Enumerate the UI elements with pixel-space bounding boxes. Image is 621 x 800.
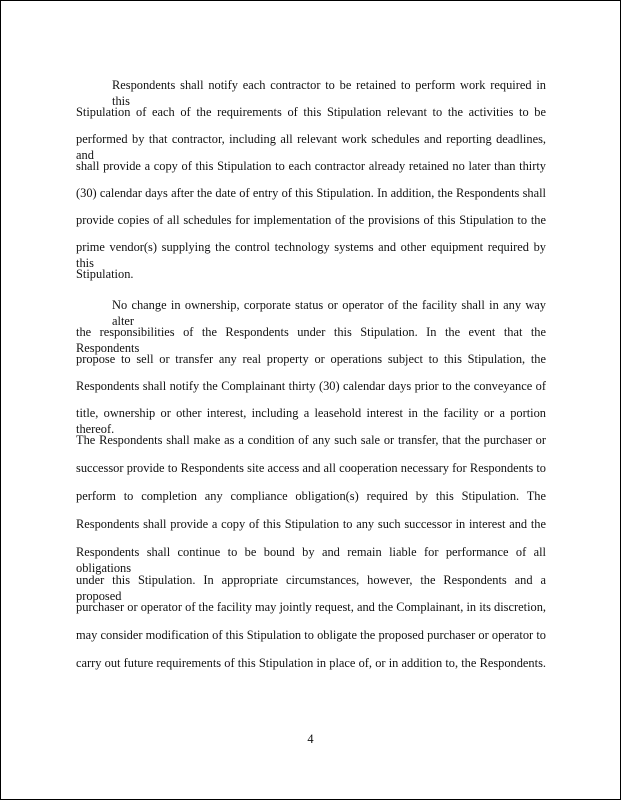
paragraph-2-line-5: title, ownership or other interest, including a leasehold interest in the facility or a portion thereof. <box>76 406 546 436</box>
paragraph-1-line-3: performed by that contractor, including all relevant work schedules and reporting deadlines, and <box>76 132 546 162</box>
paragraph-2-line-7: successor provide to Respondents site access and all cooperation necessary for Respondents to <box>76 461 546 475</box>
paragraph-2-line-3: propose to sell or transfer any real property or operations subject to this Stipulation, the <box>76 352 546 366</box>
paragraph-2-line-8: perform to completion any compliance obligation(s) required by this Stipulation. The <box>76 489 546 503</box>
paragraph-2-line-12: purchaser or operator of the facility may jointly request, and the Complainant, in its discretion, <box>76 600 546 614</box>
paragraph-2-line-14: carry out future requirements of this Stipulation in place of, or in addition to, the Respondents. <box>76 656 546 670</box>
paragraph-2-line-11: under this Stipulation. In appropriate circumstances, however, the Respondents and a proposed <box>76 573 546 603</box>
paragraph-2-line-13: may consider modification of this Stipulation to obligate the proposed purchaser or operator to <box>76 628 546 642</box>
paragraph-1-line-2: Stipulation of each of the requirements of this Stipulation relevant to the activities to be <box>76 105 546 119</box>
paragraph-2-line-9: Respondents shall provide a copy of this Stipulation to any such successor in interest and the <box>76 517 546 531</box>
paragraph-2-line-4: Respondents shall notify the Complainant thirty (30) calendar days prior to the conveyance of <box>76 379 546 393</box>
paragraph-1-line-6: provide copies of all schedules for implementation of the provisions of this Stipulation to the <box>76 213 546 227</box>
paragraph-2-line-10: Respondents shall continue to be bound by and remain liable for performance of all obligations <box>76 545 546 575</box>
paragraph-1-line-5: (30) calendar days after the date of entry of this Stipulation. In addition, the Respondents shall <box>76 186 546 200</box>
paragraph-1-line-8: Stipulation. <box>76 267 134 281</box>
paragraph-2-line-2: the responsibilities of the Respondents under this Stipulation. In the event that the Respondents <box>76 325 546 355</box>
page-number: 4 <box>307 732 314 746</box>
paragraph-2-line-6: The Respondents shall make as a condition of any such sale or transfer, that the purchaser or <box>76 433 546 447</box>
paragraph-2-line-1: No change in ownership, corporate status or operator of the facility shall in any way alter <box>112 298 546 328</box>
paragraph-1-line-4: shall provide a copy of this Stipulation to each contractor already retained no later than thirty <box>76 159 546 173</box>
paragraph-1-line-1: Respondents shall notify each contractor to be retained to perform work required in this <box>112 78 546 108</box>
paragraph-1-line-7: prime vendor(s) supplying the control technology systems and other equipment required by this <box>76 240 546 270</box>
